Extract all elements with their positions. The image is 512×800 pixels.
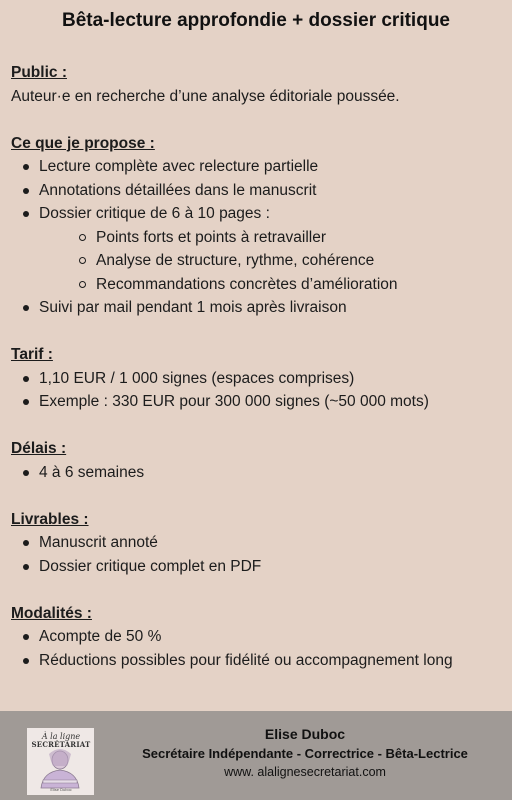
list-item: Manuscrit annoté bbox=[11, 531, 501, 555]
list-item: 1,10 EUR / 1 000 signes (espaces comprises) bbox=[11, 367, 501, 391]
section-heading: Ce que je propose : bbox=[11, 134, 155, 152]
sub-list bbox=[39, 226, 501, 297]
bullet-icon bbox=[23, 470, 29, 476]
footer bbox=[0, 711, 512, 800]
bullet-icon bbox=[23, 305, 29, 311]
logo-signature: Elise Duboc bbox=[50, 787, 72, 792]
section-heading: Délais : bbox=[11, 440, 67, 457]
section-livrables bbox=[11, 508, 501, 579]
section-tarif bbox=[11, 343, 501, 414]
section-heading: Livrables : bbox=[11, 510, 89, 528]
bullet-icon bbox=[23, 564, 29, 570]
public-text: Auteur·e en recherche d’une analyse éditoriale poussée. bbox=[11, 87, 400, 105]
list-item: Lecture complète avec relecture partielle bbox=[11, 155, 501, 179]
logo bbox=[27, 728, 94, 795]
list-item: Acompte de 50 % bbox=[11, 625, 501, 649]
circle-bullet-icon bbox=[79, 257, 86, 264]
footer-contact bbox=[110, 725, 500, 782]
modalites-list bbox=[11, 625, 501, 672]
offer-list bbox=[11, 155, 501, 320]
section-offer bbox=[11, 132, 501, 320]
livrables-list bbox=[11, 531, 501, 578]
circle-bullet-icon bbox=[79, 234, 86, 241]
bullet-icon bbox=[23, 211, 29, 217]
logo-wordmark: SECRÉTARIAT bbox=[31, 740, 91, 749]
section-public bbox=[11, 61, 501, 108]
main-content bbox=[11, 61, 501, 696]
section-modalites bbox=[11, 602, 501, 673]
list-item: Réductions possibles pour fidélité ou accompagnement long bbox=[11, 649, 501, 673]
logo-script: À la ligne bbox=[41, 732, 81, 741]
list-item: Dossier critique complet en PDF bbox=[11, 555, 501, 579]
section-heading: Public : bbox=[11, 64, 67, 81]
delais-list bbox=[11, 461, 501, 485]
list-item: 4 à 6 semaines bbox=[11, 461, 501, 485]
list-item: Suivi par mail pendant 1 mois après livraison bbox=[11, 296, 501, 320]
website-link[interactable]: www. alalignesecretariat.com bbox=[224, 765, 386, 779]
list-item: Exemple : 330 EUR pour 300 000 signes (~50 000 mots) bbox=[11, 390, 501, 414]
sub-list-item: Analyse de structure, rythme, cohérence bbox=[39, 249, 501, 273]
bullet-icon bbox=[23, 376, 29, 382]
page-title: Bêta-lecture approfondie + dossier critique bbox=[61, 10, 450, 31]
author-role: Secrétaire Indépendante - Correctrice - Bêta-Lectrice bbox=[142, 746, 468, 761]
bullet-icon bbox=[23, 399, 29, 405]
bullet-icon bbox=[23, 540, 29, 546]
bullet-icon bbox=[23, 164, 29, 170]
sub-list-item: Points forts et points à retravailler bbox=[39, 226, 501, 250]
tarif-list bbox=[11, 367, 501, 414]
bullet-icon bbox=[23, 188, 29, 194]
list-item: Annotations détaillées dans le manuscrit bbox=[11, 179, 501, 203]
section-heading: Tarif : bbox=[11, 346, 53, 363]
section-heading: Modalités : bbox=[11, 604, 92, 622]
sub-list-item: Recommandations concrètes d’amélioration bbox=[39, 273, 501, 297]
circle-bullet-icon bbox=[79, 281, 86, 288]
bullet-icon bbox=[23, 658, 29, 664]
list-item: Dossier critique de 6 à 10 pages : Points forts et points à retravailler Analyse de structure, rythme, cohérence Recommandations concrètes d’amélioration bbox=[11, 202, 501, 296]
author-name: Elise Duboc bbox=[264, 726, 346, 742]
bullet-icon bbox=[23, 634, 29, 640]
section-delais bbox=[11, 437, 501, 484]
